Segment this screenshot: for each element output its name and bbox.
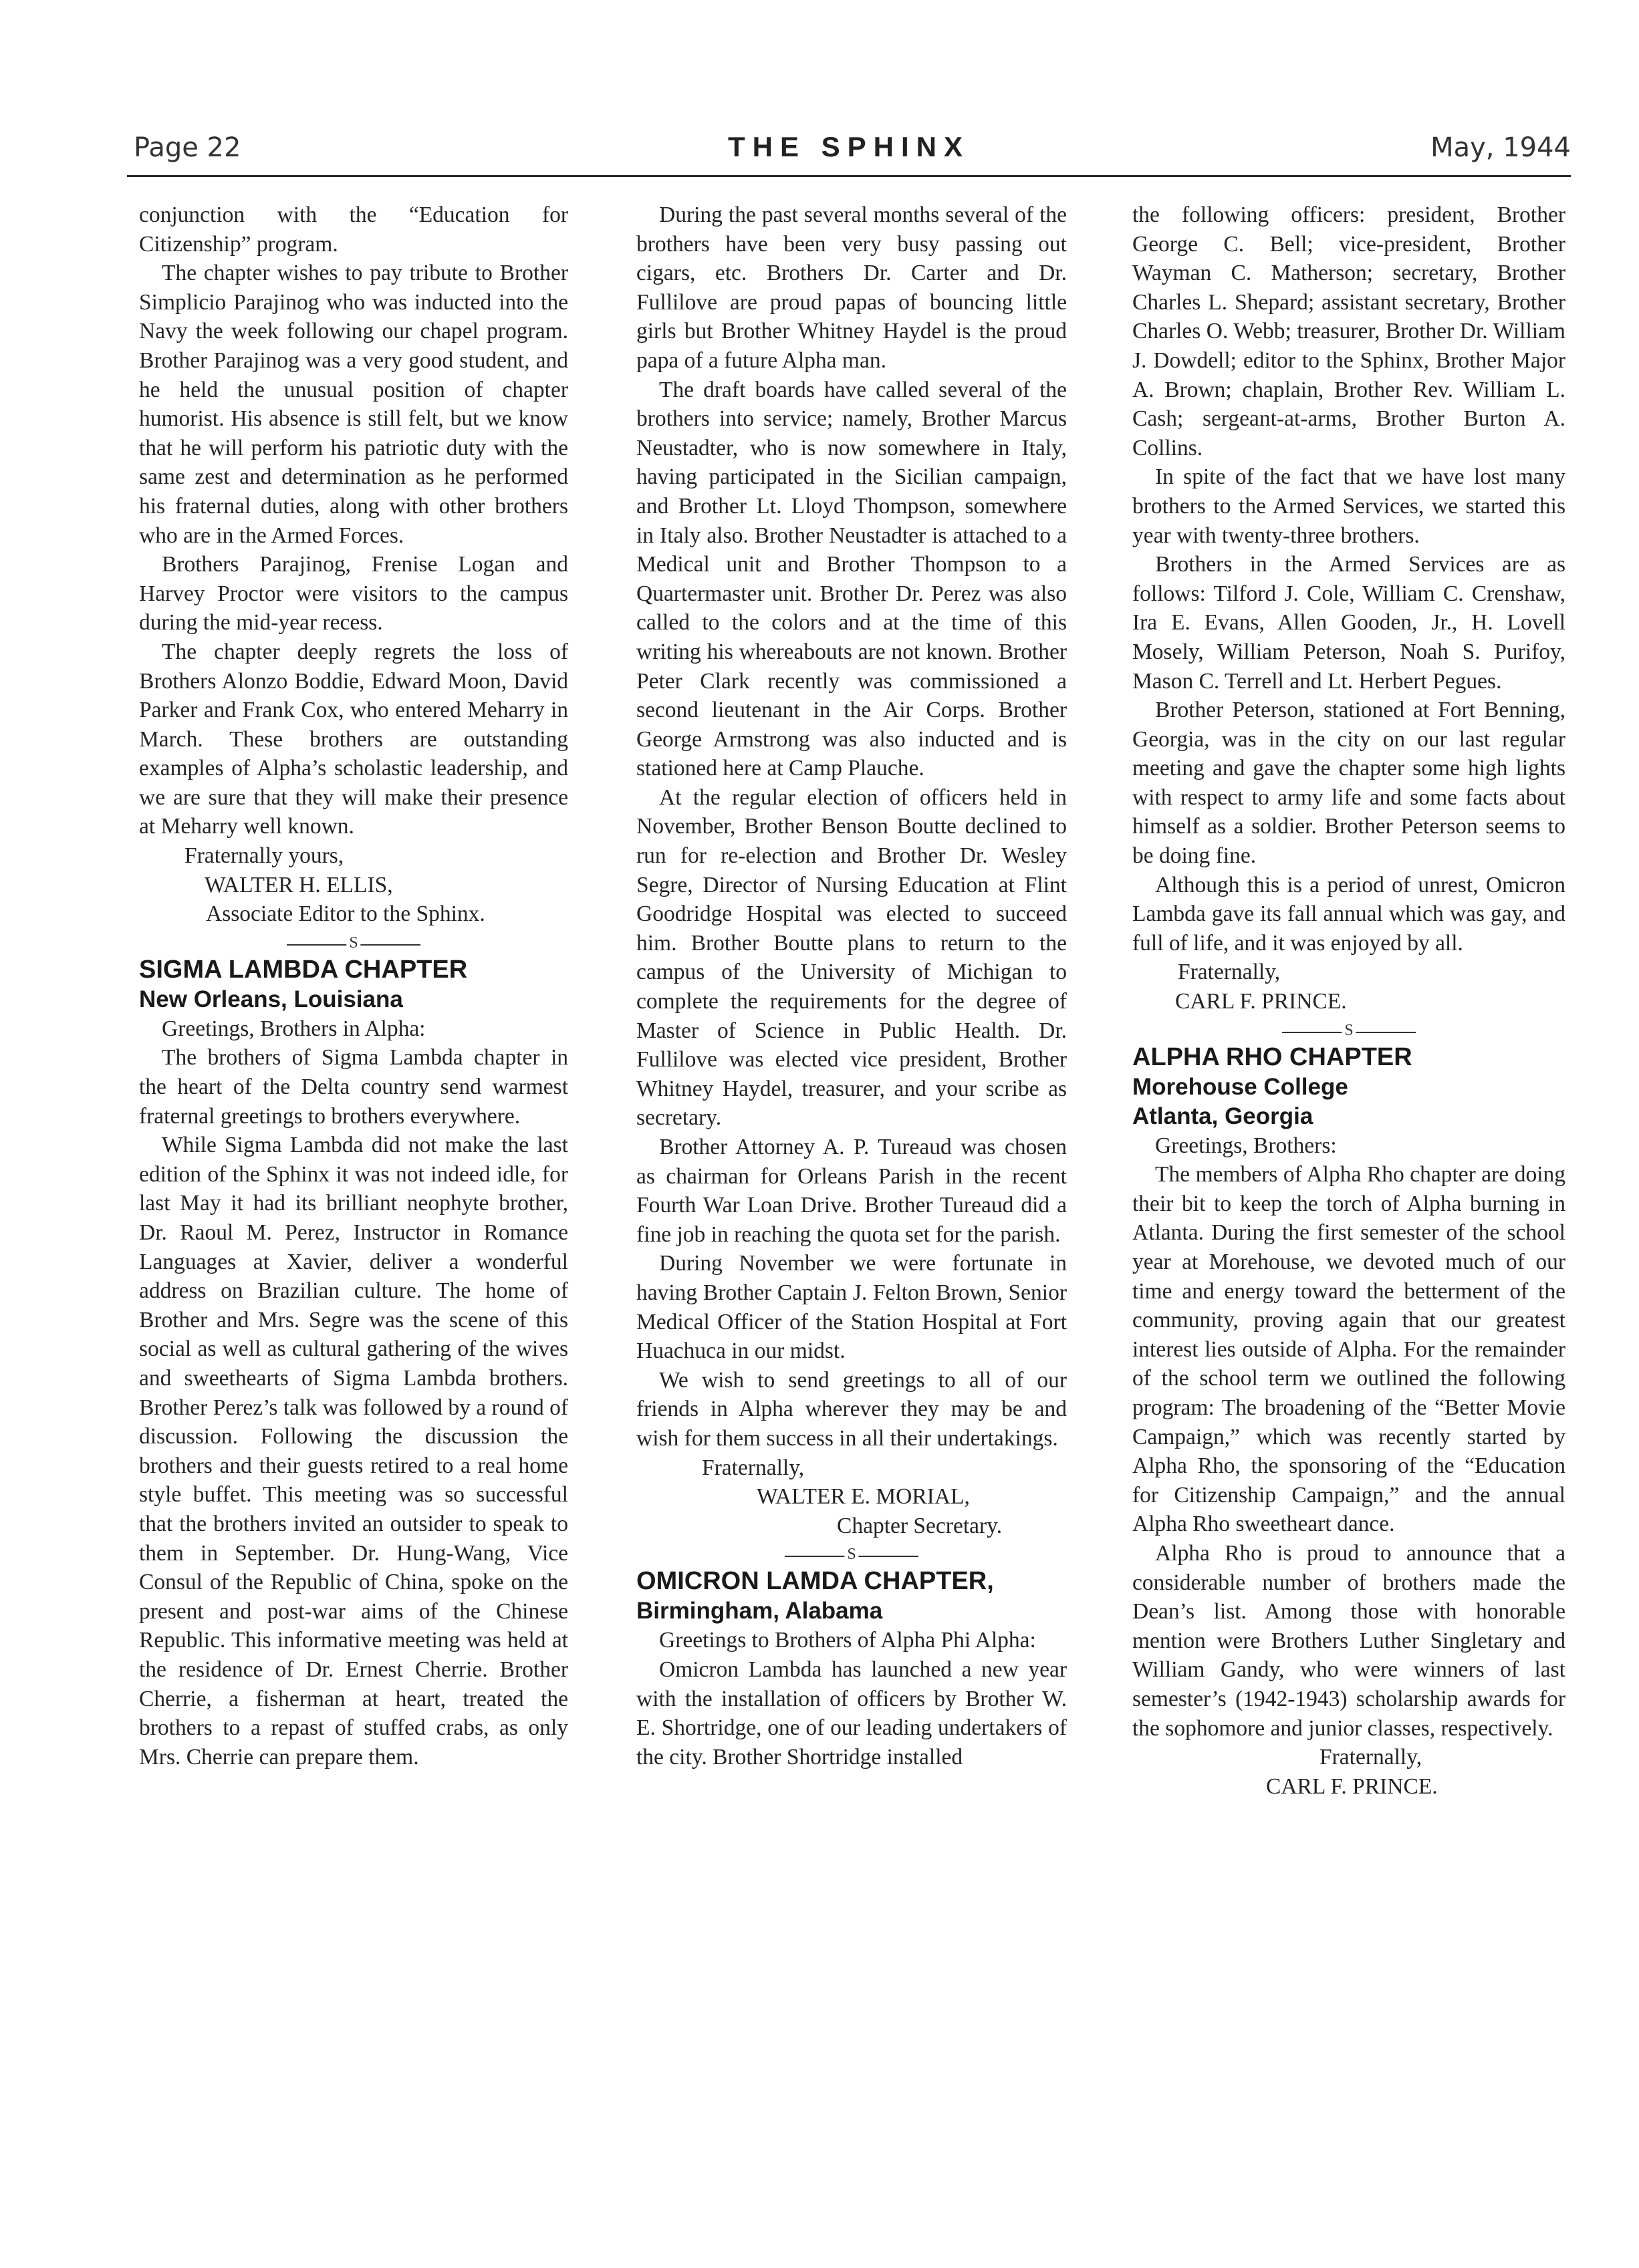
- page-number: Page 22: [134, 132, 241, 163]
- paragraph: Alpha Rho is proud to announce that a considerable number of brothers made the Dean’s list. Among those with honorable mention were Brothers Luther Singletary and William Gandy, who were winners of last semester’s (1942-1943) scholarship awards for the sophomore and junior classes, respectively.: [1132, 1540, 1565, 1741]
- column-3: [1132, 200, 1565, 1801]
- paragraph: The brothers of Sigma Lambda chapter in the heart of the Delta country send warmest fraternal greetings to brothers everywhere.: [139, 1045, 568, 1129]
- page-header: [127, 128, 1571, 182]
- closing: Fraternally,: [1319, 1745, 1422, 1770]
- signature-name: CARL F. PRINCE.: [1175, 989, 1347, 1014]
- signature-title: Chapter Secretary.: [837, 1513, 1003, 1538]
- chapter-location: Birmingham, Alabama: [636, 1598, 883, 1624]
- column-2: [636, 200, 1067, 1771]
- section-separator: S: [1132, 1019, 1565, 1038]
- greeting: Greetings, Brothers:: [1155, 1133, 1337, 1158]
- paragraph: We wish to send greetings to all of our friends in Alpha wherever they may be and wish for them success in all their undertakings.: [636, 1367, 1067, 1451]
- paragraph: In spite of the fact that we have lost many brothers to the Armed Services, we started this year with twenty-three brothers.: [1132, 464, 1565, 548]
- section-separator: S: [636, 1543, 1067, 1562]
- chapter-heading: OMICRON LAMDA CHAPTER,: [636, 1567, 994, 1596]
- paragraph: Although this is a period of unrest, Omicron Lambda gave its fall annual which was gay, and full of life, and it was enjoyed by all.: [1132, 872, 1565, 956]
- section-separator: S: [139, 932, 568, 950]
- closing: Fraternally yours,: [184, 843, 344, 869]
- paragraph: The draft boards have called several of the brothers into service; namely, Brother Marcus Neustadter, who is now somewhere in Italy, having participated in the Sicilian campaign, and Brother Lt. Lloyd Thompson, somewhere in Italy also. Brother Neustadter is attached to a Medical unit and Brother Thompson to a Quartermaster unit. Brother Dr. Perez was also called to the colors and at the time of this writing his whereabouts are not known. Brother Peter Clark recently was commissioned a second lieutenant in the Air Corps. Brother George Armstrong was also inducted and is stationed here at Camp Plauche.: [636, 377, 1067, 781]
- magazine-title: THE SPHINX: [727, 131, 971, 162]
- paragraph: Brothers in the Armed Services are as follows: Tilford J. Cole, William C. Crenshaw, Ira E. Evans, Allen Gooden, Jr., H. Lovell Mosely, William Peterson, Noah S. Purifoy, Mason C. Terrell and Lt. Herbert Pegues.: [1132, 552, 1565, 694]
- signature-title: Associate Editor to the Sphinx.: [206, 901, 485, 927]
- chapter-heading: SIGMA LAMBDA CHAPTER: [139, 955, 468, 984]
- paragraph: The chapter wishes to pay tribute to Brother Simplicio Parajinog who was inducted into the Navy the week following our chapel program. Brother Parajinog was a very good student, and he held the unusual position of chapter humorist. His absence is still felt, but we know that he will perform his patriotic duty with the same zest and determination as he performed his fraternal duties, along with other brothers who are in the Armed Forces.: [139, 261, 568, 548]
- paragraph: The chapter deeply regrets the loss of Brothers Alonzo Boddie, Edward Moon, David Parker and Frank Cox, who entered Meharry in March. These brothers are outstanding examples of Alpha’s scholastic leadership, and we are sure that they will make their presence at Meharry well known.: [139, 639, 568, 839]
- header-rule: [127, 175, 1571, 177]
- paragraph: Brothers Parajinog, Frenise Logan and Harvey Proctor were visitors to the campus during the mid-year recess.: [139, 552, 568, 635]
- paragraph: conjunction with the “Education for Citizenship” program.: [139, 202, 568, 257]
- paragraph: Brother Attorney A. P. Tureaud was chosen as chairman for Orleans Parish in the recent Fourth War Loan Drive. Brother Tureaud did a fine job in reaching the quota set for the parish.: [636, 1135, 1067, 1247]
- paragraph: While Sigma Lambda did not make the last edition of the Sphinx it was not indeed idle, for last May it had its brilliant neophyte brother, Dr. Raoul M. Perez, Instructor in Romance Languages at Xavier, deliver a wonderful address on Brazilian culture. The home of Brother and Mrs. Segre was the scene of this social as well as cultural gathering of the wives and sweethearts of Sigma Lambda brothers. Brother Perez’s talk was followed by a round of discussion. Following the discussion the brothers and their guests retired to a real home style buffet. This meeting was so successful that the brothers invited an outsider to speak to them in September. Dr. Hung-Wang, Vice Consul of the Republic of China, spoke on the present and post-war aims of the Chinese Republic. This informative meeting was held at the residence of Dr. Ernest Cherrie. Brother Cherrie, a fisherman at heart, treated the brothers to a repast of stuffed crabs, as only Mrs. Cherrie can prepare them.: [139, 1133, 568, 1769]
- chapter-location: Atlanta, Georgia: [1132, 1103, 1313, 1129]
- paragraph: Omicron Lambda has launched a new year with the installation of officers by Brother W. E. Shortridge, one of our leading undertakers of the city. Brother Shortridge installed: [636, 1657, 1067, 1769]
- paragraph: During the past several months several of the brothers have been very busy passing out cigars, etc. Brothers Dr. Carter and Dr. Fullilove are proud papas of bouncing little girls but Brother Whitney Haydel is the proud papa of a future Alpha man.: [636, 202, 1067, 373]
- closing: Fraternally,: [1178, 960, 1281, 985]
- chapter-college: Morehouse College: [1132, 1073, 1348, 1100]
- greeting: Greetings, Brothers in Alpha:: [162, 1016, 426, 1041]
- closing: Fraternally,: [702, 1455, 805, 1480]
- greeting: Greetings to Brothers of Alpha Phi Alpha:: [659, 1628, 1036, 1653]
- signature-name: WALTER H. ELLIS,: [205, 872, 393, 897]
- chapter-location: New Orleans, Louisiana: [139, 986, 403, 1012]
- paragraph: the following officers: president, Brother George C. Bell; vice-president, Brother Wayman C. Matherson; secretary, Brother Charles L. Shepard; assistant secretary, Brother Charles O. Webb; treasurer, Brother Dr. William J. Dowdell; editor to the Sphinx, Brother Major A. Brown; chaplain, Brother Rev. William L. Cash; sergeant-at-arms, Brother Burton A. Collins.: [1132, 202, 1565, 460]
- paragraph: The members of Alpha Rho chapter are doing their bit to keep the torch of Alpha burning in Atlanta. During the first semester of the school year at Morehouse, we devoted much of our time and energy toward the betterment of the community, proving again that our greatest interest lies outside of Alpha. For the remainder of the school term we outlined the following program: The broadening of the “Better Movie Campaign,” which was recently started by Alpha Rho, the sponsoring of the “Education for Citizenship Campaign,” and the annual Alpha Rho sweetheart dance.: [1132, 1162, 1565, 1537]
- chapter-heading: ALPHA RHO CHAPTER: [1132, 1042, 1412, 1071]
- issue-date: May, 1944: [1430, 132, 1571, 163]
- paragraph: During November we were fortunate in having Brother Captain J. Felton Brown, Senior Medical Officer of the Station Hospital at Fort Huachuca in our midst.: [636, 1251, 1067, 1364]
- signature-name: CARL F. PRINCE.: [1266, 1774, 1438, 1799]
- column-1: [139, 200, 568, 1771]
- signature-name: WALTER E. MORIAL,: [757, 1484, 970, 1510]
- paragraph: At the regular election of officers held in November, Brother Benson Boutte declined to run for re-election and Brother Dr. Wesley Segre, Director of Nursing Education at Flint Goodridge Hospital was elected to succeed him. Brother Boutte plans to return to the campus of the University of Michigan to complete the requirements for the degree of Master of Science in Public Health. Dr. Fullilove was elected vice president, Brother Whitney Haydel, treasurer, and your scribe as secretary.: [636, 785, 1067, 1131]
- paragraph: Brother Peterson, stationed at Fort Benning, Georgia, was in the city on our last regular meeting and gave the chapter some high lights with respect to army life and some facts about himself as a soldier. Brother Peterson seems to be doing fine.: [1132, 698, 1565, 869]
